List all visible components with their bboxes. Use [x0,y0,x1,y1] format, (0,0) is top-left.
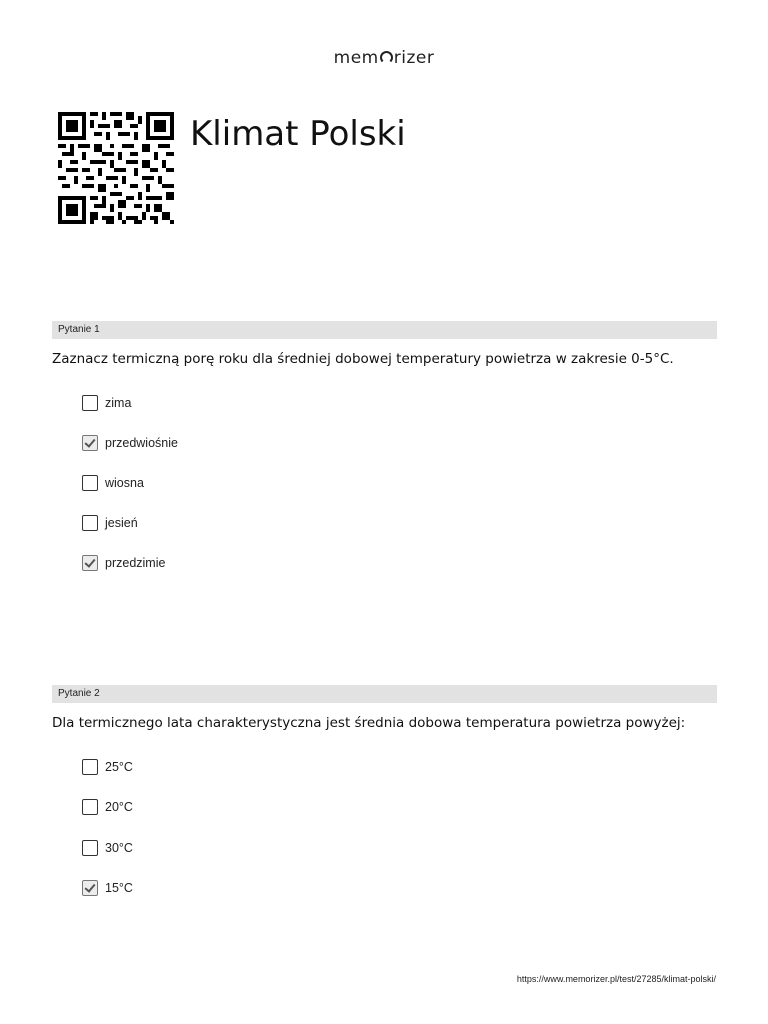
option-label: jesień [105,516,138,530]
checkbox-checked[interactable] [82,435,98,451]
checkbox[interactable] [82,840,98,856]
q2-option-15c[interactable] [82,878,133,898]
checkbox-checked[interactable] [82,880,98,896]
checkbox[interactable] [82,799,98,815]
logo-text-start: mem [333,48,379,68]
option-label: 15°C [105,881,133,895]
q1-option-przedzimie[interactable] [82,553,165,573]
checkbox[interactable] [82,515,98,531]
option-label: zima [105,396,132,410]
question-1-header: Pytanie 1 [52,321,717,339]
option-label: 25°C [105,760,133,774]
logo-o-mark-icon [380,51,393,64]
checkbox-checked[interactable] [82,555,98,571]
question-2-text: Dla termicznego lata charakterystyczna jest średnia dobowa temperatura powietrza powyżej: [52,715,686,731]
question-2-header: Pytanie 2 [52,685,717,703]
option-label: przedwiośnie [105,436,178,450]
option-label: wiosna [105,476,144,490]
q1-option-przedwiosnie[interactable] [82,433,178,453]
q1-option-wiosna[interactable] [82,473,144,493]
memorizer-logo [0,48,768,68]
checkbox[interactable] [82,475,98,491]
q1-option-zima[interactable] [82,393,131,413]
q1-option-jesien[interactable] [82,513,138,533]
option-label: przedzimie [105,556,166,570]
question-1-text: Zaznacz termiczną porę roku dla średniej dobowej temperatury powietrza w zakresie 0-5°C. [52,351,674,367]
option-label: 30°C [105,841,133,855]
checkbox[interactable] [82,395,98,411]
q2-option-20c[interactable] [82,797,133,817]
logo-text-end: rizer [393,48,435,68]
qr-code-icon [58,112,174,224]
footer-url: https://www.memorizer.pl/test/27285/klimat-polski/ [516,974,716,984]
checkbox[interactable] [82,759,98,775]
q2-option-25c[interactable] [82,757,133,777]
q2-option-30c[interactable] [82,838,133,858]
page-title: Klimat Polski [190,114,406,154]
option-label: 20°C [105,800,133,814]
